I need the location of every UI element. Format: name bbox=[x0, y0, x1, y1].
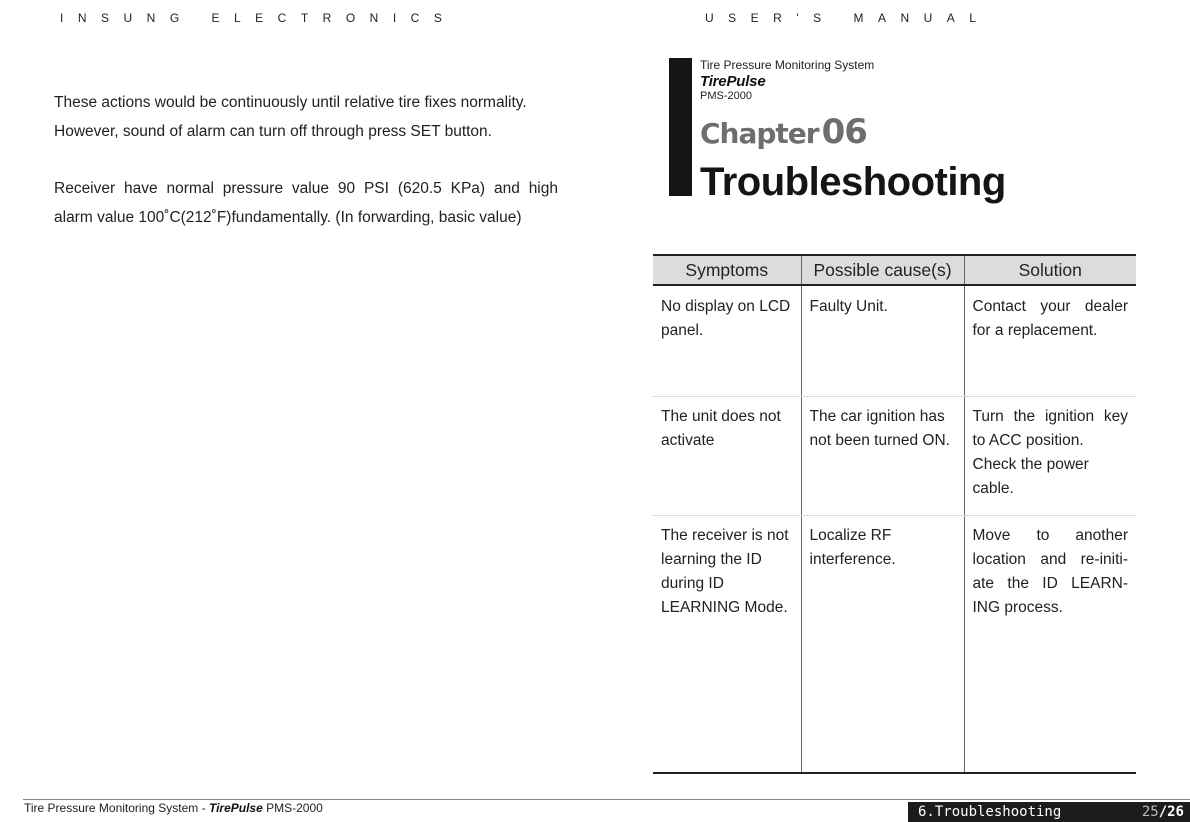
page-current: 25 bbox=[1141, 804, 1159, 820]
chapter-word: Chapter bbox=[700, 117, 819, 150]
text-line: alarm value 100˚C(212˚F)fundamentally. (In forwarding, basic value) bbox=[54, 208, 522, 226]
cause-cell bbox=[801, 285, 964, 397]
cause-cell bbox=[801, 516, 964, 774]
cell-line: for a replacement. bbox=[972, 322, 1098, 339]
solution-cell bbox=[964, 516, 1136, 774]
cell-line: Turn the ignition key bbox=[972, 408, 1128, 425]
table-header-row bbox=[653, 255, 1136, 285]
cell-line: Faulty Unit. bbox=[809, 298, 888, 315]
table-row bbox=[653, 397, 1136, 516]
footer-section-bar bbox=[908, 802, 1190, 822]
column-header-symptoms: Symptoms bbox=[653, 255, 801, 285]
cell-line: Localize RF bbox=[809, 527, 892, 544]
brand-model: PMS-2000 bbox=[700, 90, 752, 102]
page-total: /26 bbox=[1158, 804, 1184, 820]
symptom-cell bbox=[653, 516, 801, 774]
cell-line: location and re-initi- bbox=[972, 551, 1128, 568]
paragraph-alarm-actions bbox=[54, 89, 558, 146]
chapter-accent-bar bbox=[669, 58, 692, 196]
cell-line: cable. bbox=[972, 480, 1014, 497]
solution-cell bbox=[964, 397, 1136, 516]
chapter-label bbox=[700, 112, 867, 152]
footer-model: PMS-2000 bbox=[266, 801, 323, 815]
cell-line: ate the ID LEARN- bbox=[972, 575, 1128, 592]
cell-line: The car ignition has bbox=[809, 408, 945, 425]
column-header-solution: Solution bbox=[964, 255, 1136, 285]
cell-line: ING process. bbox=[972, 599, 1063, 616]
brand-system-name: Tire Pressure Monitoring System bbox=[700, 58, 875, 72]
solution-cell bbox=[964, 285, 1136, 397]
table-row bbox=[653, 516, 1136, 774]
header-company: INSUNG ELECTRONICS bbox=[60, 11, 457, 25]
cell-line: LEARNING Mode. bbox=[661, 599, 788, 616]
brand-logo: TirePulse bbox=[700, 73, 766, 90]
cell-line: during ID bbox=[661, 575, 724, 592]
text-line: However, sound of alarm can turn off through press SET button. bbox=[54, 122, 492, 140]
page-title: Troubleshooting bbox=[700, 160, 1006, 204]
cell-line: No display on LCD bbox=[661, 298, 791, 315]
footer-product bbox=[24, 801, 323, 815]
footer-divider bbox=[23, 799, 1190, 800]
cell-line: to ACC position. bbox=[972, 432, 1084, 449]
paragraph-pressure-values bbox=[54, 175, 558, 232]
symptom-cell bbox=[653, 285, 801, 397]
cell-line: The unit does not bbox=[661, 408, 781, 425]
page-number bbox=[1142, 804, 1184, 820]
troubleshooting-table bbox=[653, 254, 1136, 774]
cell-line: Move to another bbox=[972, 527, 1128, 544]
cell-line: interference. bbox=[809, 551, 896, 568]
text-line: These actions would be continuously until relative tire fixes normality. bbox=[54, 94, 527, 111]
symptom-cell bbox=[653, 397, 801, 516]
header-manual: USER'S MANUAL bbox=[705, 11, 991, 25]
cell-line: Check the power bbox=[972, 456, 1089, 473]
footer-section-title: 6.Troubleshooting bbox=[918, 804, 1062, 820]
cause-cell bbox=[801, 397, 964, 516]
footer-logo: TirePulse bbox=[208, 801, 263, 815]
chapter-number: 06 bbox=[821, 112, 867, 152]
footer-system-name: Tire Pressure Monitoring System - bbox=[24, 801, 206, 815]
text-line: Receiver have normal pressure value 90 PSI (620.5 KPa) and high bbox=[54, 180, 558, 197]
cell-line: Contact your dealer bbox=[972, 298, 1128, 315]
table-row bbox=[653, 285, 1136, 397]
cell-line: not been turned ON. bbox=[809, 432, 950, 449]
cell-line: activate bbox=[661, 432, 715, 449]
cell-line: The receiver is not bbox=[661, 527, 789, 544]
column-header-causes: Possible cause(s) bbox=[801, 255, 964, 285]
cell-line: panel. bbox=[661, 322, 704, 339]
cell-line: learning the ID bbox=[661, 551, 762, 568]
